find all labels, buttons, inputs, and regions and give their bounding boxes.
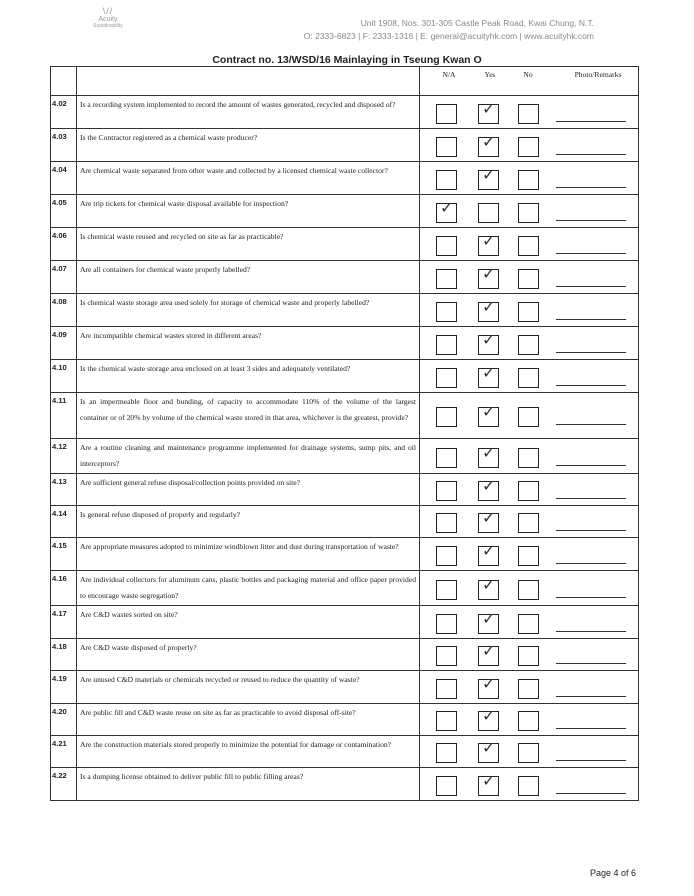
table-row bbox=[51, 571, 639, 606]
item-question: Are C&D waste disposed of properly? bbox=[77, 639, 420, 671]
answer-cell bbox=[420, 606, 639, 639]
na-checkbox[interactable] bbox=[436, 236, 457, 256]
logo-subtitle: Sustainability bbox=[93, 23, 123, 29]
item-question: Are chemical waste separated from other waste and collected by a licensed chemical waste collector? bbox=[77, 162, 420, 195]
table-row bbox=[51, 261, 639, 294]
check-mark-icon: ✓ bbox=[482, 737, 496, 757]
check-mark-icon: ✓ bbox=[482, 770, 496, 790]
no-checkbox[interactable] bbox=[518, 170, 539, 190]
no-checkbox[interactable] bbox=[518, 407, 539, 427]
remarks-line[interactable] bbox=[556, 253, 626, 254]
check-mark-icon: ✓ bbox=[482, 362, 496, 382]
remarks-line[interactable] bbox=[556, 154, 626, 155]
item-number: 4.11 bbox=[51, 393, 77, 439]
yes-checkbox[interactable] bbox=[478, 737, 499, 763]
check-mark-icon: ✓ bbox=[482, 475, 496, 495]
no-checkbox[interactable] bbox=[518, 776, 539, 796]
answer-cell bbox=[420, 261, 639, 294]
no-checkbox[interactable] bbox=[518, 137, 539, 157]
item-question: Is a recording system implemented to record the amount of wastes generated, recycled and disposed of? bbox=[77, 96, 420, 129]
answer-cell bbox=[420, 360, 639, 393]
column-remarks: Photo/Remarks bbox=[574, 70, 622, 79]
check-mark-icon: ✓ bbox=[482, 705, 496, 725]
yes-checkbox[interactable] bbox=[478, 230, 499, 256]
remarks-line[interactable] bbox=[556, 121, 626, 122]
header-options-cell bbox=[420, 67, 639, 96]
no-checkbox[interactable] bbox=[518, 203, 539, 223]
table-row bbox=[51, 736, 639, 768]
na-checkbox[interactable] bbox=[436, 448, 457, 468]
check-mark-icon: ✓ bbox=[482, 131, 496, 151]
item-question: Are all containers for chemical waste properly labelled? bbox=[77, 261, 420, 294]
answer-cell bbox=[420, 195, 639, 228]
remarks-line[interactable] bbox=[556, 631, 626, 632]
no-checkbox[interactable] bbox=[518, 335, 539, 355]
item-question: Are appropriate measures adopted to minimize windblown litter and dust during transportation of waste? bbox=[77, 538, 420, 571]
yes-checkbox[interactable] bbox=[478, 98, 499, 124]
table-row bbox=[51, 162, 639, 195]
yes-checkbox[interactable] bbox=[478, 574, 499, 600]
table-header-row bbox=[51, 67, 639, 96]
yes-checkbox[interactable] bbox=[478, 296, 499, 322]
company-address bbox=[304, 17, 594, 43]
item-question: Are public fill and C&D waste reuse on site as far as practicable to avoid disposal off-site? bbox=[77, 704, 420, 736]
na-checkbox[interactable] bbox=[436, 368, 457, 388]
yes-checkbox[interactable] bbox=[478, 362, 499, 388]
item-number: 4.22 bbox=[51, 768, 77, 801]
answer-cell bbox=[420, 671, 639, 704]
item-number: 4.06 bbox=[51, 228, 77, 261]
item-question: Are incompatible chemical wastes stored in different areas? bbox=[77, 327, 420, 360]
no-checkbox[interactable] bbox=[518, 302, 539, 322]
yes-checkbox[interactable] bbox=[478, 131, 499, 157]
na-checkbox[interactable] bbox=[436, 743, 457, 763]
yes-checkbox[interactable] bbox=[478, 640, 499, 666]
no-checkbox[interactable] bbox=[518, 743, 539, 763]
item-question: Are the construction materials stored properly to minimize the potential for damage or contamination? bbox=[77, 736, 420, 768]
address-line-1: Unit 1908, Nos. 301-305 Castle Peak Road, Kwai Chung, N.T. bbox=[360, 18, 594, 28]
na-checkbox[interactable] bbox=[436, 302, 457, 322]
item-number: 4.14 bbox=[51, 506, 77, 538]
no-checkbox[interactable] bbox=[518, 368, 539, 388]
remarks-line[interactable] bbox=[556, 187, 626, 188]
item-question: Are unused C&D materials or chemicals recycled or reused to reduce the quantity of waste? bbox=[77, 671, 420, 704]
na-checkbox[interactable] bbox=[436, 407, 457, 427]
yes-checkbox[interactable] bbox=[478, 203, 499, 223]
remarks-line[interactable] bbox=[556, 597, 626, 598]
yes-checkbox[interactable] bbox=[478, 673, 499, 699]
table-row bbox=[51, 96, 639, 129]
no-checkbox[interactable] bbox=[518, 481, 539, 501]
remarks-line[interactable] bbox=[556, 286, 626, 287]
table-row bbox=[51, 228, 639, 261]
table-row bbox=[51, 195, 639, 228]
na-checkbox[interactable] bbox=[436, 711, 457, 731]
item-question: Is the chemical waste storage area enclosed on at least 3 sides and adequately ventilated? bbox=[77, 360, 420, 393]
check-mark-icon: ✓ bbox=[482, 574, 496, 594]
item-number: 4.09 bbox=[51, 327, 77, 360]
table-row bbox=[51, 294, 639, 327]
check-mark-icon: ✓ bbox=[482, 296, 496, 316]
answer-cell bbox=[420, 327, 639, 360]
table-row bbox=[51, 393, 639, 439]
na-checkbox[interactable] bbox=[436, 646, 457, 666]
yes-checkbox[interactable] bbox=[478, 329, 499, 355]
na-checkbox[interactable] bbox=[436, 197, 457, 223]
remarks-line[interactable] bbox=[556, 793, 626, 794]
no-checkbox[interactable] bbox=[518, 614, 539, 634]
remarks-line[interactable] bbox=[556, 498, 626, 499]
no-checkbox[interactable] bbox=[518, 269, 539, 289]
answer-cell bbox=[420, 506, 639, 538]
answer-cell bbox=[420, 474, 639, 506]
no-checkbox[interactable] bbox=[518, 104, 539, 124]
item-number: 4.08 bbox=[51, 294, 77, 327]
na-checkbox[interactable] bbox=[436, 481, 457, 501]
answer-cell bbox=[420, 538, 639, 571]
logo-mark: \// bbox=[102, 6, 114, 16]
check-mark-icon: ✓ bbox=[482, 442, 496, 462]
column-yes: Yes bbox=[484, 70, 496, 79]
remarks-line[interactable] bbox=[556, 696, 626, 697]
answer-cell bbox=[420, 294, 639, 327]
table-row bbox=[51, 474, 639, 506]
item-question: Is an impermeable floor and bunding, of capacity to accommodate 110% of the volume of the largest container or of 20% by volume of the chemical waste stored in that area, whichever is the greatest, provide? bbox=[77, 393, 420, 439]
check-mark-icon: ✓ bbox=[482, 640, 496, 660]
no-checkbox[interactable] bbox=[518, 546, 539, 566]
table-row bbox=[51, 506, 639, 538]
na-checkbox[interactable] bbox=[436, 614, 457, 634]
item-question: Is chemical waste storage area used solely for storage of chemical waste and properly labelled? bbox=[77, 294, 420, 327]
item-question: Is chemical waste reused and recycled on site as far as practicable? bbox=[77, 228, 420, 261]
na-checkbox[interactable] bbox=[436, 513, 457, 533]
na-checkbox[interactable] bbox=[436, 679, 457, 699]
item-question: Is general refuse disposed of properly and regularly? bbox=[77, 506, 420, 538]
check-mark-icon: ✓ bbox=[440, 197, 454, 217]
check-mark-icon: ✓ bbox=[482, 540, 496, 560]
remarks-line[interactable] bbox=[556, 319, 626, 320]
no-checkbox[interactable] bbox=[518, 513, 539, 533]
check-mark-icon: ✓ bbox=[482, 164, 496, 184]
yes-checkbox[interactable] bbox=[478, 705, 499, 731]
check-mark-icon: ✓ bbox=[482, 98, 496, 118]
remarks-line[interactable] bbox=[556, 220, 626, 221]
document-title: Contract no. 13/WSD/16 Mainlaying in Tseung Kwan O bbox=[212, 54, 482, 66]
yes-checkbox[interactable] bbox=[478, 263, 499, 289]
na-checkbox[interactable] bbox=[436, 580, 457, 600]
check-mark-icon: ✓ bbox=[482, 608, 496, 628]
item-question: Are a routine cleaning and maintenance programme implemented for drainage systems, sump pits, and oil interceptors? bbox=[77, 439, 420, 474]
item-number: 4.02 bbox=[51, 96, 77, 129]
check-mark-icon: ✓ bbox=[482, 230, 496, 250]
column-no: No bbox=[523, 70, 533, 79]
header-num-cell bbox=[51, 67, 77, 96]
na-checkbox[interactable] bbox=[436, 170, 457, 190]
remarks-line[interactable] bbox=[556, 385, 626, 386]
na-checkbox[interactable] bbox=[436, 335, 457, 355]
remarks-line[interactable] bbox=[556, 352, 626, 353]
page-number: Page 4 of 6 bbox=[589, 868, 636, 878]
item-number: 4.10 bbox=[51, 360, 77, 393]
address-line-2: O: 2333-6823 | F: 2333-1316 | E: general@acuityhk.com | www.acuityhk.com bbox=[303, 31, 594, 41]
item-number: 4.19 bbox=[51, 671, 77, 704]
answer-cell bbox=[420, 439, 639, 474]
company-logo bbox=[78, 6, 138, 29]
item-number: 4.21 bbox=[51, 736, 77, 768]
yes-checkbox[interactable] bbox=[478, 770, 499, 796]
check-mark-icon: ✓ bbox=[482, 507, 496, 527]
item-number: 4.12 bbox=[51, 439, 77, 474]
answer-cell bbox=[420, 129, 639, 162]
table-row bbox=[51, 606, 639, 639]
answer-cell bbox=[420, 162, 639, 195]
table-row bbox=[51, 327, 639, 360]
remarks-line[interactable] bbox=[556, 530, 626, 531]
check-mark-icon: ✓ bbox=[482, 401, 496, 421]
answer-cell bbox=[420, 571, 639, 606]
answer-cell bbox=[420, 768, 639, 801]
item-question: Is a dumping license obtained to deliver public fill to public filling areas? bbox=[77, 768, 420, 801]
table-row bbox=[51, 639, 639, 671]
table-row bbox=[51, 704, 639, 736]
item-number: 4.15 bbox=[51, 538, 77, 571]
remarks-line[interactable] bbox=[556, 563, 626, 564]
remarks-line[interactable] bbox=[556, 465, 626, 466]
item-number: 4.03 bbox=[51, 129, 77, 162]
item-question: Are individual collectors for aluminum cans, plastic bottles and packaging material and office paper provided to encourage waste segregation? bbox=[77, 571, 420, 606]
na-checkbox[interactable] bbox=[436, 104, 457, 124]
yes-checkbox[interactable] bbox=[478, 164, 499, 190]
remarks-line[interactable] bbox=[556, 663, 626, 664]
answer-cell bbox=[420, 639, 639, 671]
item-question: Are C&D wastes sorted on site? bbox=[77, 606, 420, 639]
item-number: 4.04 bbox=[51, 162, 77, 195]
yes-checkbox[interactable] bbox=[478, 442, 499, 468]
item-question: Are trip tickets for chemical waste disposal available for inspection? bbox=[77, 195, 420, 228]
check-mark-icon: ✓ bbox=[482, 329, 496, 349]
remarks-line[interactable] bbox=[556, 760, 626, 761]
header-question-cell bbox=[77, 67, 420, 96]
answer-cell bbox=[420, 96, 639, 129]
na-checkbox[interactable] bbox=[436, 137, 457, 157]
na-checkbox[interactable] bbox=[436, 546, 457, 566]
item-number: 4.13 bbox=[51, 474, 77, 506]
checklist-table bbox=[50, 66, 639, 801]
item-number: 4.20 bbox=[51, 704, 77, 736]
item-number: 4.16 bbox=[51, 571, 77, 606]
column-na: N/A bbox=[442, 70, 456, 79]
yes-checkbox[interactable] bbox=[478, 475, 499, 501]
remarks-line[interactable] bbox=[556, 424, 626, 425]
table-row bbox=[51, 439, 639, 474]
answer-cell bbox=[420, 393, 639, 439]
na-checkbox[interactable] bbox=[436, 269, 457, 289]
remarks-line[interactable] bbox=[556, 728, 626, 729]
item-question: Is the Contractor registered as a chemical waste producer? bbox=[77, 129, 420, 162]
no-checkbox[interactable] bbox=[518, 580, 539, 600]
answer-cell bbox=[420, 736, 639, 768]
item-number: 4.07 bbox=[51, 261, 77, 294]
yes-checkbox[interactable] bbox=[478, 401, 499, 427]
check-mark-icon: ✓ bbox=[482, 263, 496, 283]
check-mark-icon: ✓ bbox=[482, 673, 496, 693]
item-number: 4.05 bbox=[51, 195, 77, 228]
table-row bbox=[51, 671, 639, 704]
na-checkbox[interactable] bbox=[436, 776, 457, 796]
no-checkbox[interactable] bbox=[518, 646, 539, 666]
yes-checkbox[interactable] bbox=[478, 608, 499, 634]
no-checkbox[interactable] bbox=[518, 236, 539, 256]
item-question: Are sufficient general refuse disposal/collection points provided on site? bbox=[77, 474, 420, 506]
no-checkbox[interactable] bbox=[518, 679, 539, 699]
table-row bbox=[51, 538, 639, 571]
table-row bbox=[51, 129, 639, 162]
item-number: 4.18 bbox=[51, 639, 77, 671]
yes-checkbox[interactable] bbox=[478, 540, 499, 566]
logo-name: Acuity bbox=[98, 16, 118, 23]
table-row bbox=[51, 768, 639, 801]
answer-cell bbox=[420, 228, 639, 261]
yes-checkbox[interactable] bbox=[478, 507, 499, 533]
answer-cell bbox=[420, 704, 639, 736]
no-checkbox[interactable] bbox=[518, 711, 539, 731]
no-checkbox[interactable] bbox=[518, 448, 539, 468]
item-number: 4.17 bbox=[51, 606, 77, 639]
letterhead bbox=[0, 0, 694, 50]
table-row bbox=[51, 360, 639, 393]
